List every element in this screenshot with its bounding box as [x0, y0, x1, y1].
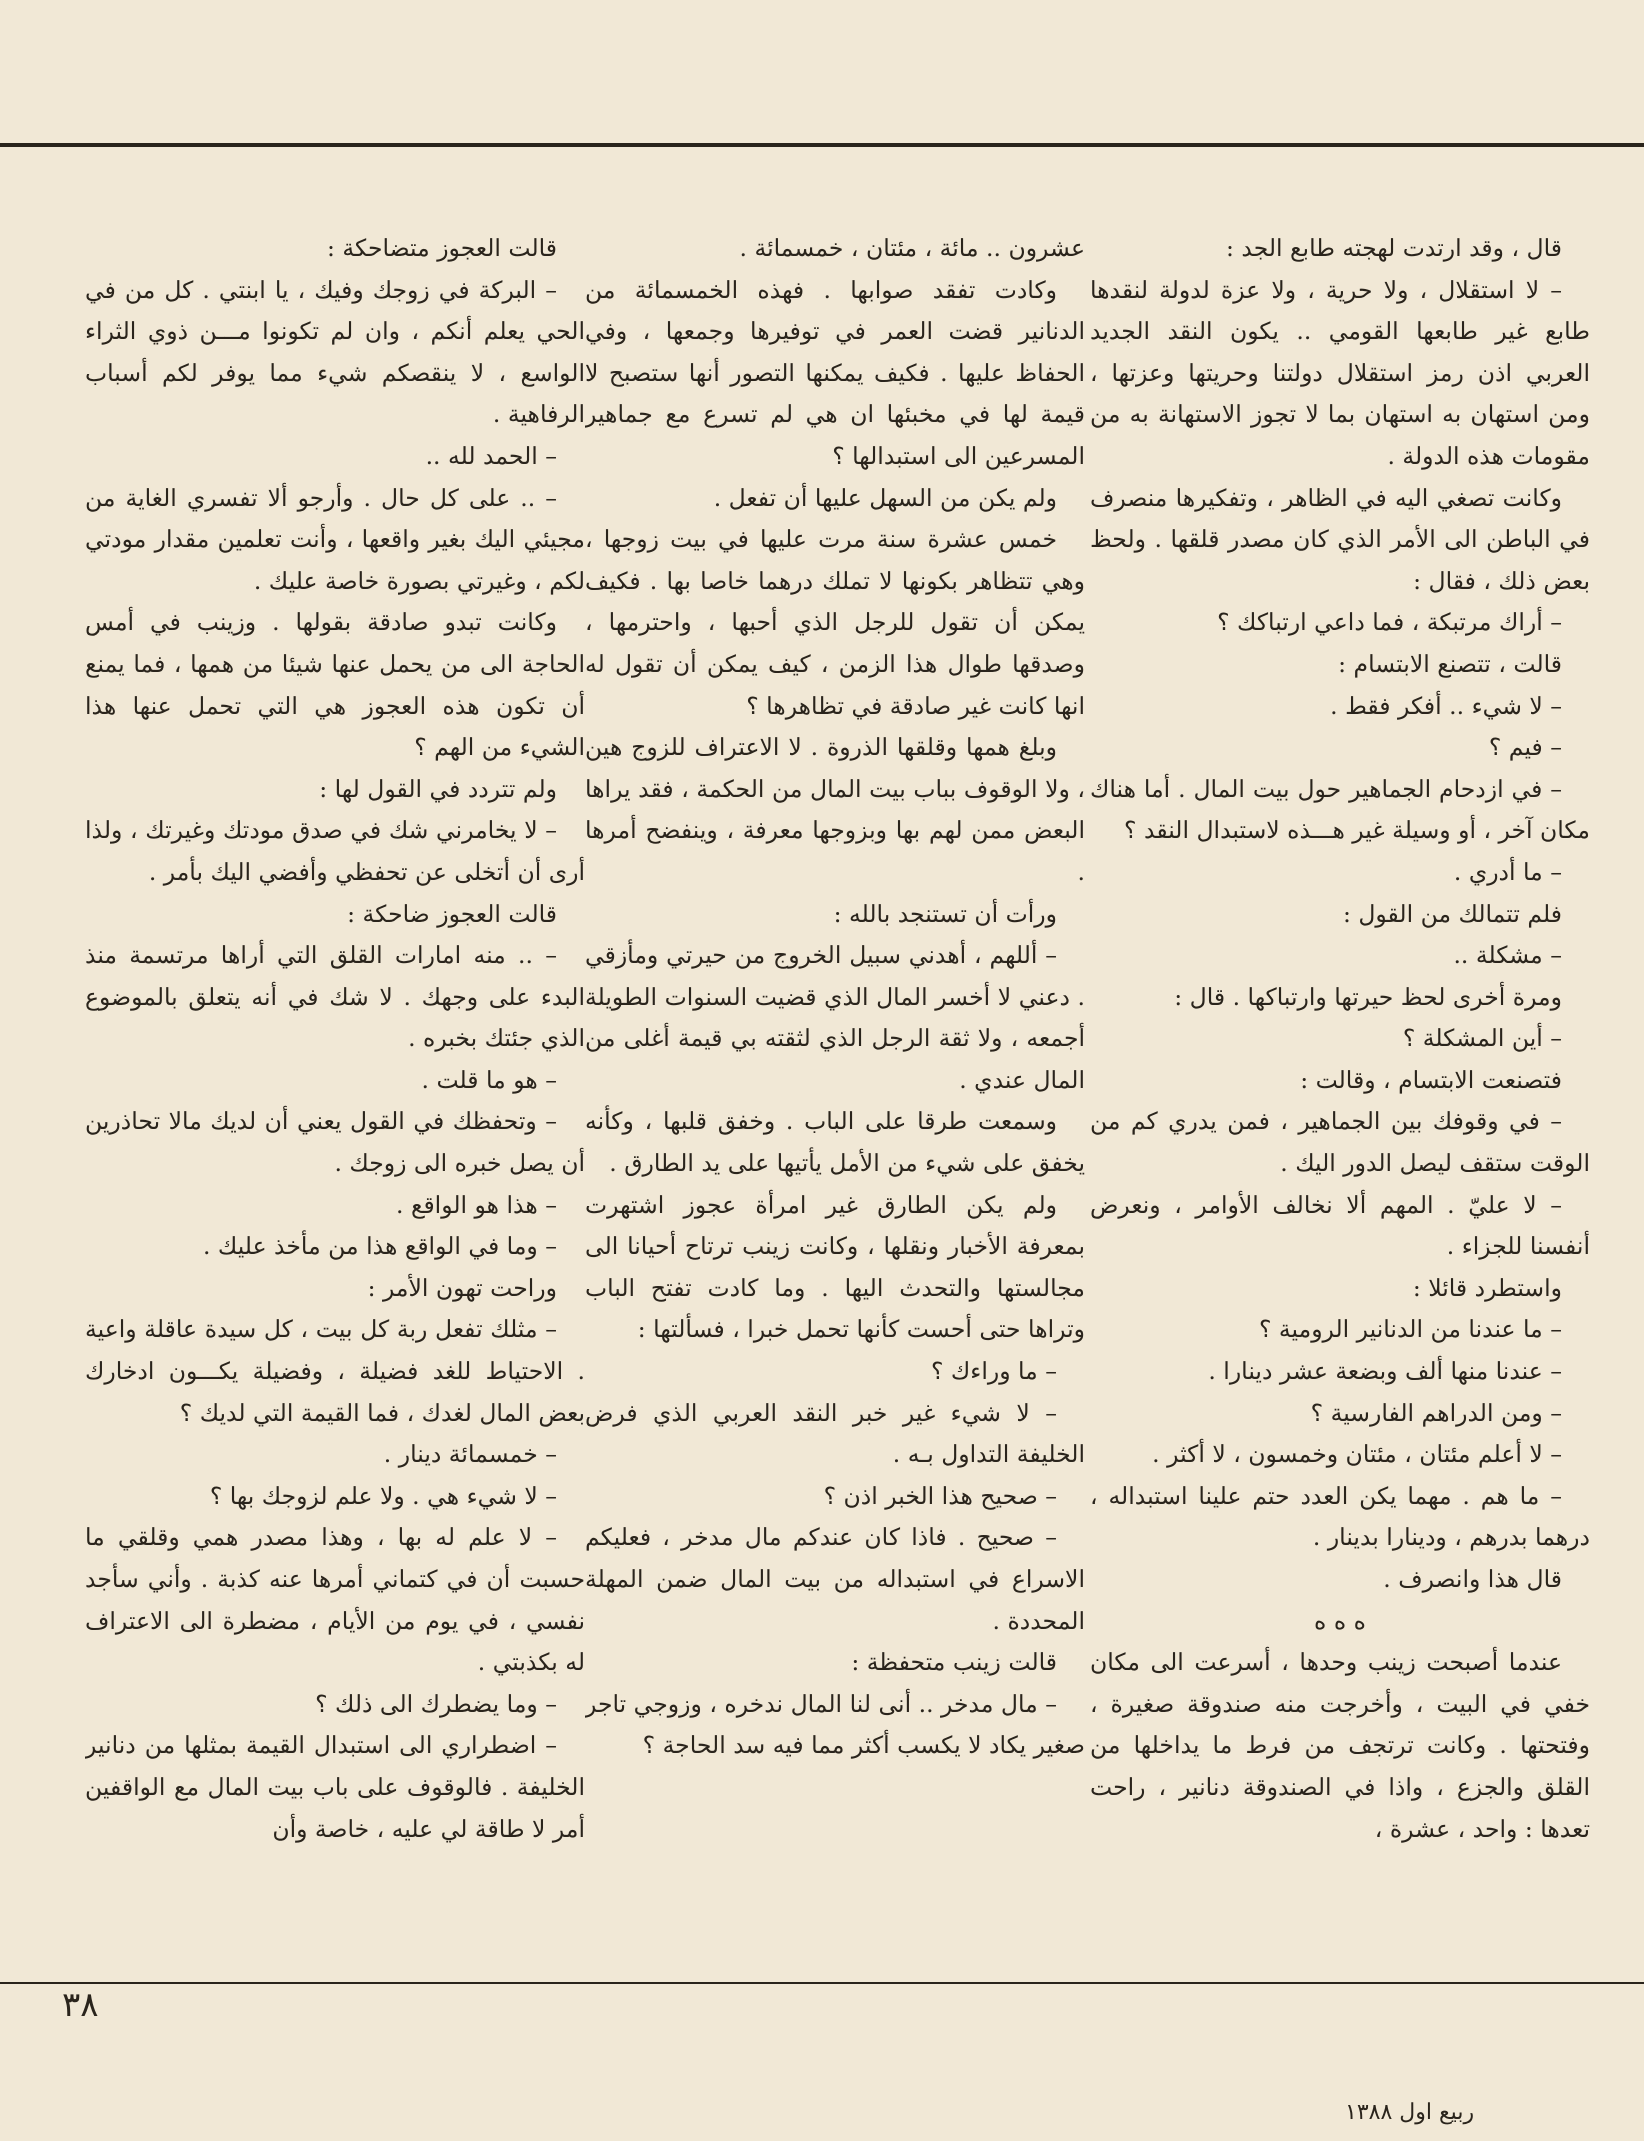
- paragraph: – .. على كل حال . وأرجو ألا تفسري الغاية من مجيئي اليك بغير واقعها ، وأنت تعلمين مقدار مودتي لكم ، وغيرتي بصورة خاصة عليك .: [85, 483, 585, 595]
- paragraph: – لا استقلال ، ولا حرية ، ولا عزة لدولة لنقدها طابع غير طابعها القومي .. يكون النقد الجديد العربي اذن رمز استقلال دولتنا وحريتها وعزتها ، ومن استهان به استهان بما لا تجوز الاستهانة به من مقومات هذه الدولة .: [1090, 275, 1590, 470]
- paragraph: – أللهم ، أهدني سبيل الخروج من حيرتي ومأزقي . دعني لا أخسر المال الذي قضيت السنوات الطويلة أجمعه ، ولا ثقة الرجل الذي لثقته بي قيمة أغلى من المال عندي .: [585, 941, 1085, 1094]
- paragraph: – مال مدخر .. أنى لنا المال ندخره ، وزوجي تاجر صغير يكاد لا يكسب أكثر مما فيه سد الحاجة ؟: [585, 1689, 1085, 1760]
- paragraph: وكانت تبدو صادقة بقولها . وزينب في أمس الحاجة الى من يحمل عنها شيئا من همها ، فما يمنع أن تكون هذه العجوز هي التي تحمل عنها هذا الشيء من الهم ؟: [85, 608, 585, 762]
- paragraph: ه ه ه: [1314, 1606, 1366, 1635]
- paragraph: – مشكلة ..: [1453, 941, 1562, 970]
- text-column-left: [85, 228, 585, 1958]
- paragraph: – عندنا منها ألف وبضعة عشر دينارا .: [1208, 1357, 1562, 1386]
- paragraph: – اضطراري الى استبدال القيمة بمثلها من دنانير الخليفة . فالوقوف على باب بيت المال مع الواقفين أمر لا طاقة لي عليه ، خاصة وأن: [85, 1731, 585, 1843]
- paragraph: – أراك مرتبكة ، فما داعي ارتباكك ؟: [1217, 608, 1562, 637]
- paragraph: وسمعت طرقا على الباب . وخفق قلبها ، وكأنه يخفق على شيء من الأمل يأتيها على يد الطارق .: [585, 1107, 1085, 1178]
- paragraph: – ما هم . مهما يكن العدد حتم علينا استبداله ، درهما بدرهم ، ودينارا بدينار .: [1090, 1481, 1590, 1552]
- paragraph: – في وقوفك بين الجماهير ، فمن يدري كم من الوقت ستقف ليصل الدور اليك .: [1090, 1107, 1590, 1178]
- paragraph: – هو ما قلت .: [421, 1065, 557, 1094]
- text-column-middle: [585, 228, 1085, 1958]
- paragraph: وكادت تفقد صوابها . فهذه الخمسمائة من الدنانير قضت العمر في توفيرها وجمعها ، وفي الحفاظ عليها . فكيف يمكنها التصور أنها ستصبح لا قيمة لها في مخبئها ان هي لم تسرع مع جماهير المسرعين الى استبدالها ؟: [585, 275, 1085, 470]
- paragraph: – ومن الدراهم الفارسية ؟: [1310, 1398, 1562, 1427]
- bottom-rule: [0, 1982, 1644, 1984]
- paragraph: – البركة في زوجك وفيك ، يا ابنتي . كل من في الحي يعلم أنكم ، وان لم تكونوا مـــن ذوي الثراء الواسع ، لا ينقصكم شيء مما يوفر لكم أسباب الرفاهية .: [85, 275, 585, 429]
- paragraph: قالت زينب متحفظة :: [851, 1648, 1057, 1677]
- paragraph: ولم يكن من السهل عليها أن تفعل .: [713, 483, 1057, 512]
- paragraph: – لا شيء هي . ولا علم لزوجك بها ؟: [209, 1481, 557, 1510]
- paragraph: ولم يكن الطارق غير امرأة عجوز اشتهرت بمعرفة الأخبار ونقلها ، وكانت زينب ترتاح أحيانا الى مجالستها والتحدث اليها . وما كادت تفتح الباب وتراها حتى أحست كأنها تحمل خبرا ، فسألتها :: [585, 1190, 1085, 1344]
- paragraph: عشرون .. مائة ، مئتان ، خمسمائة .: [739, 234, 1085, 262]
- text-column-right: [1090, 228, 1590, 1958]
- paragraph: – خمسمائة دينار .: [383, 1440, 557, 1469]
- paragraph: – لا أعلم مئتان ، مئتان وخمسون ، لا أكثر .: [1152, 1440, 1562, 1469]
- paragraph: – ما عندنا من الدنانير الرومية ؟: [1258, 1315, 1562, 1344]
- paragraph: فلم تتمالك من القول :: [1342, 899, 1562, 928]
- top-rule: [0, 143, 1644, 147]
- paragraph: – الحمد لله ..: [425, 441, 557, 470]
- paragraph: – مثلك تفعل ربة كل بيت ، كل سيدة عاقلة واعية . الاحتياط للغد فضيلة ، وفضيلة يكـــون ادخارك بعض المال لغدك ، فما القيمة التي لديك ؟: [85, 1315, 585, 1427]
- paragraph: – صحيح هذا الخبر اذن ؟: [823, 1481, 1057, 1510]
- paragraph: وبلغ همها وقلقها الذروة . لا الاعتراف للزوج هين ، ولا الوقوف بباب بيت المال من الحكمة ، فقد يراها البعض ممن لهم بها وبزوجها معرفة ، وينفضح أمرها .: [585, 733, 1085, 886]
- paragraph: ولم تتردد في القول لها :: [319, 774, 557, 803]
- paragraph: – صحيح . فاذا كان عندكم مال مدخر ، فعليكم الاسراع في استبداله من بيت المال ضمن المهلة المحددة .: [585, 1523, 1085, 1635]
- paragraph: وكانت تصغي اليه في الظاهر ، وتفكيرها منصرف في الباطن الى الأمر الذي كان مصدر قلقها . ولحظ بعض ذلك ، فقال :: [1090, 483, 1590, 595]
- paragraph: وراحت تهون الأمر :: [367, 1273, 557, 1302]
- issue-date: ربيع اول ١٣٨٨: [1345, 2100, 1475, 2125]
- paragraph: – لا شيء غير خبر النقد العربي الذي فرض الخليفة التداول بـه .: [585, 1398, 1085, 1469]
- paragraph: ومرة أخرى لحظ حيرتها وارتباكها . قال :: [1174, 982, 1562, 1011]
- paragraph: – لا عليّ . المهم ألا نخالف الأوامر ، ونعرض أنفسنا للجزاء .: [1090, 1190, 1590, 1261]
- paragraph: – لا شيء .. أفكر فقط .: [1330, 691, 1562, 720]
- paragraph: قال هذا وانصرف .: [1383, 1565, 1562, 1593]
- paragraph: – في ازدحام الجماهير حول بيت المال . أما هناك مكان آخر ، أو وسيلة غير هـــذه لاستبدال النقد ؟: [1090, 774, 1590, 845]
- paragraph: قالت ، تتصنع الابتسام :: [1338, 649, 1562, 678]
- paragraph: ورأت أن تستنجد بالله :: [833, 899, 1057, 928]
- page-number: ٣٨: [62, 1985, 99, 2025]
- paragraph: خمس عشرة سنة مرت عليها في بيت زوجها ، وهي تتظاهر بكونها لا تملك درهما خاصا بها . فكيف يمكن أن تقول للرجل الذي أحبها ، واحترمها ، وصدقها طوال هذا الزمن ، كيف يمكن أن تقول له انها كانت غير صادقة في تظاهرها ؟: [585, 525, 1085, 720]
- paragraph: – هذا هو الواقع .: [396, 1190, 557, 1219]
- paragraph: واستطرد قائلا :: [1412, 1273, 1562, 1302]
- paragraph: – لا يخامرني شك في صدق مودتك وغيرتك ، ولذا أرى أن أتخلى عن تحفظي وأفضي اليك بأمر .: [85, 816, 585, 886]
- paragraph: – وتحفظك في القول يعني أن لديك مالا تحاذرين أن يصل خبره الى زوجك .: [85, 1107, 585, 1178]
- paragraph: فتصنعت الابتسام ، وقالت :: [1300, 1065, 1562, 1094]
- paragraph: – لا علم له بها ، وهذا مصدر همي وقلقي ما حسبت أن في كتماني أمرها عنه كذبة . وأني سأجد نفسي ، في يوم من الأيام ، مضطرة الى الاعتراف له بكذبتي .: [85, 1523, 585, 1677]
- paragraph: – أين المشكلة ؟: [1402, 1024, 1562, 1053]
- paragraph: قال ، وقد ارتدت لهجته طابع الجد :: [1225, 234, 1562, 262]
- paragraph: – وما في الواقع هذا من مأخذ عليك .: [202, 1232, 557, 1261]
- paragraph: – .. منه امارات القلق التي أراها مرتسمة منذ البدء على وجهك . لا شك في أنه يتعلق بالموضوع الذي جئتك بخبره .: [85, 941, 585, 1053]
- paragraph: – ما وراءك ؟: [930, 1357, 1057, 1386]
- paragraph: – ما أدري .: [1453, 857, 1562, 886]
- paragraph: – وما يضطرك الى ذلك ؟: [315, 1689, 557, 1718]
- paragraph: قالت العجوز ضاحكة :: [347, 899, 557, 928]
- paragraph: عندما أصبحت زينب وحدها ، أسرعت الى مكان خفي في البيت ، وأخرجت منه صندوقة صغيرة ، وفتحتها . وكانت ترتجف من فرط ما يداخلها من القلق والجزع ، واذا في الصندوقة دنانير ، راحت تعدها : واحد ، عشرة ،: [1090, 1648, 1590, 1843]
- paragraph: – فيم ؟: [1488, 733, 1562, 762]
- paragraph: قالت العجوز متضاحكة :: [327, 234, 557, 262]
